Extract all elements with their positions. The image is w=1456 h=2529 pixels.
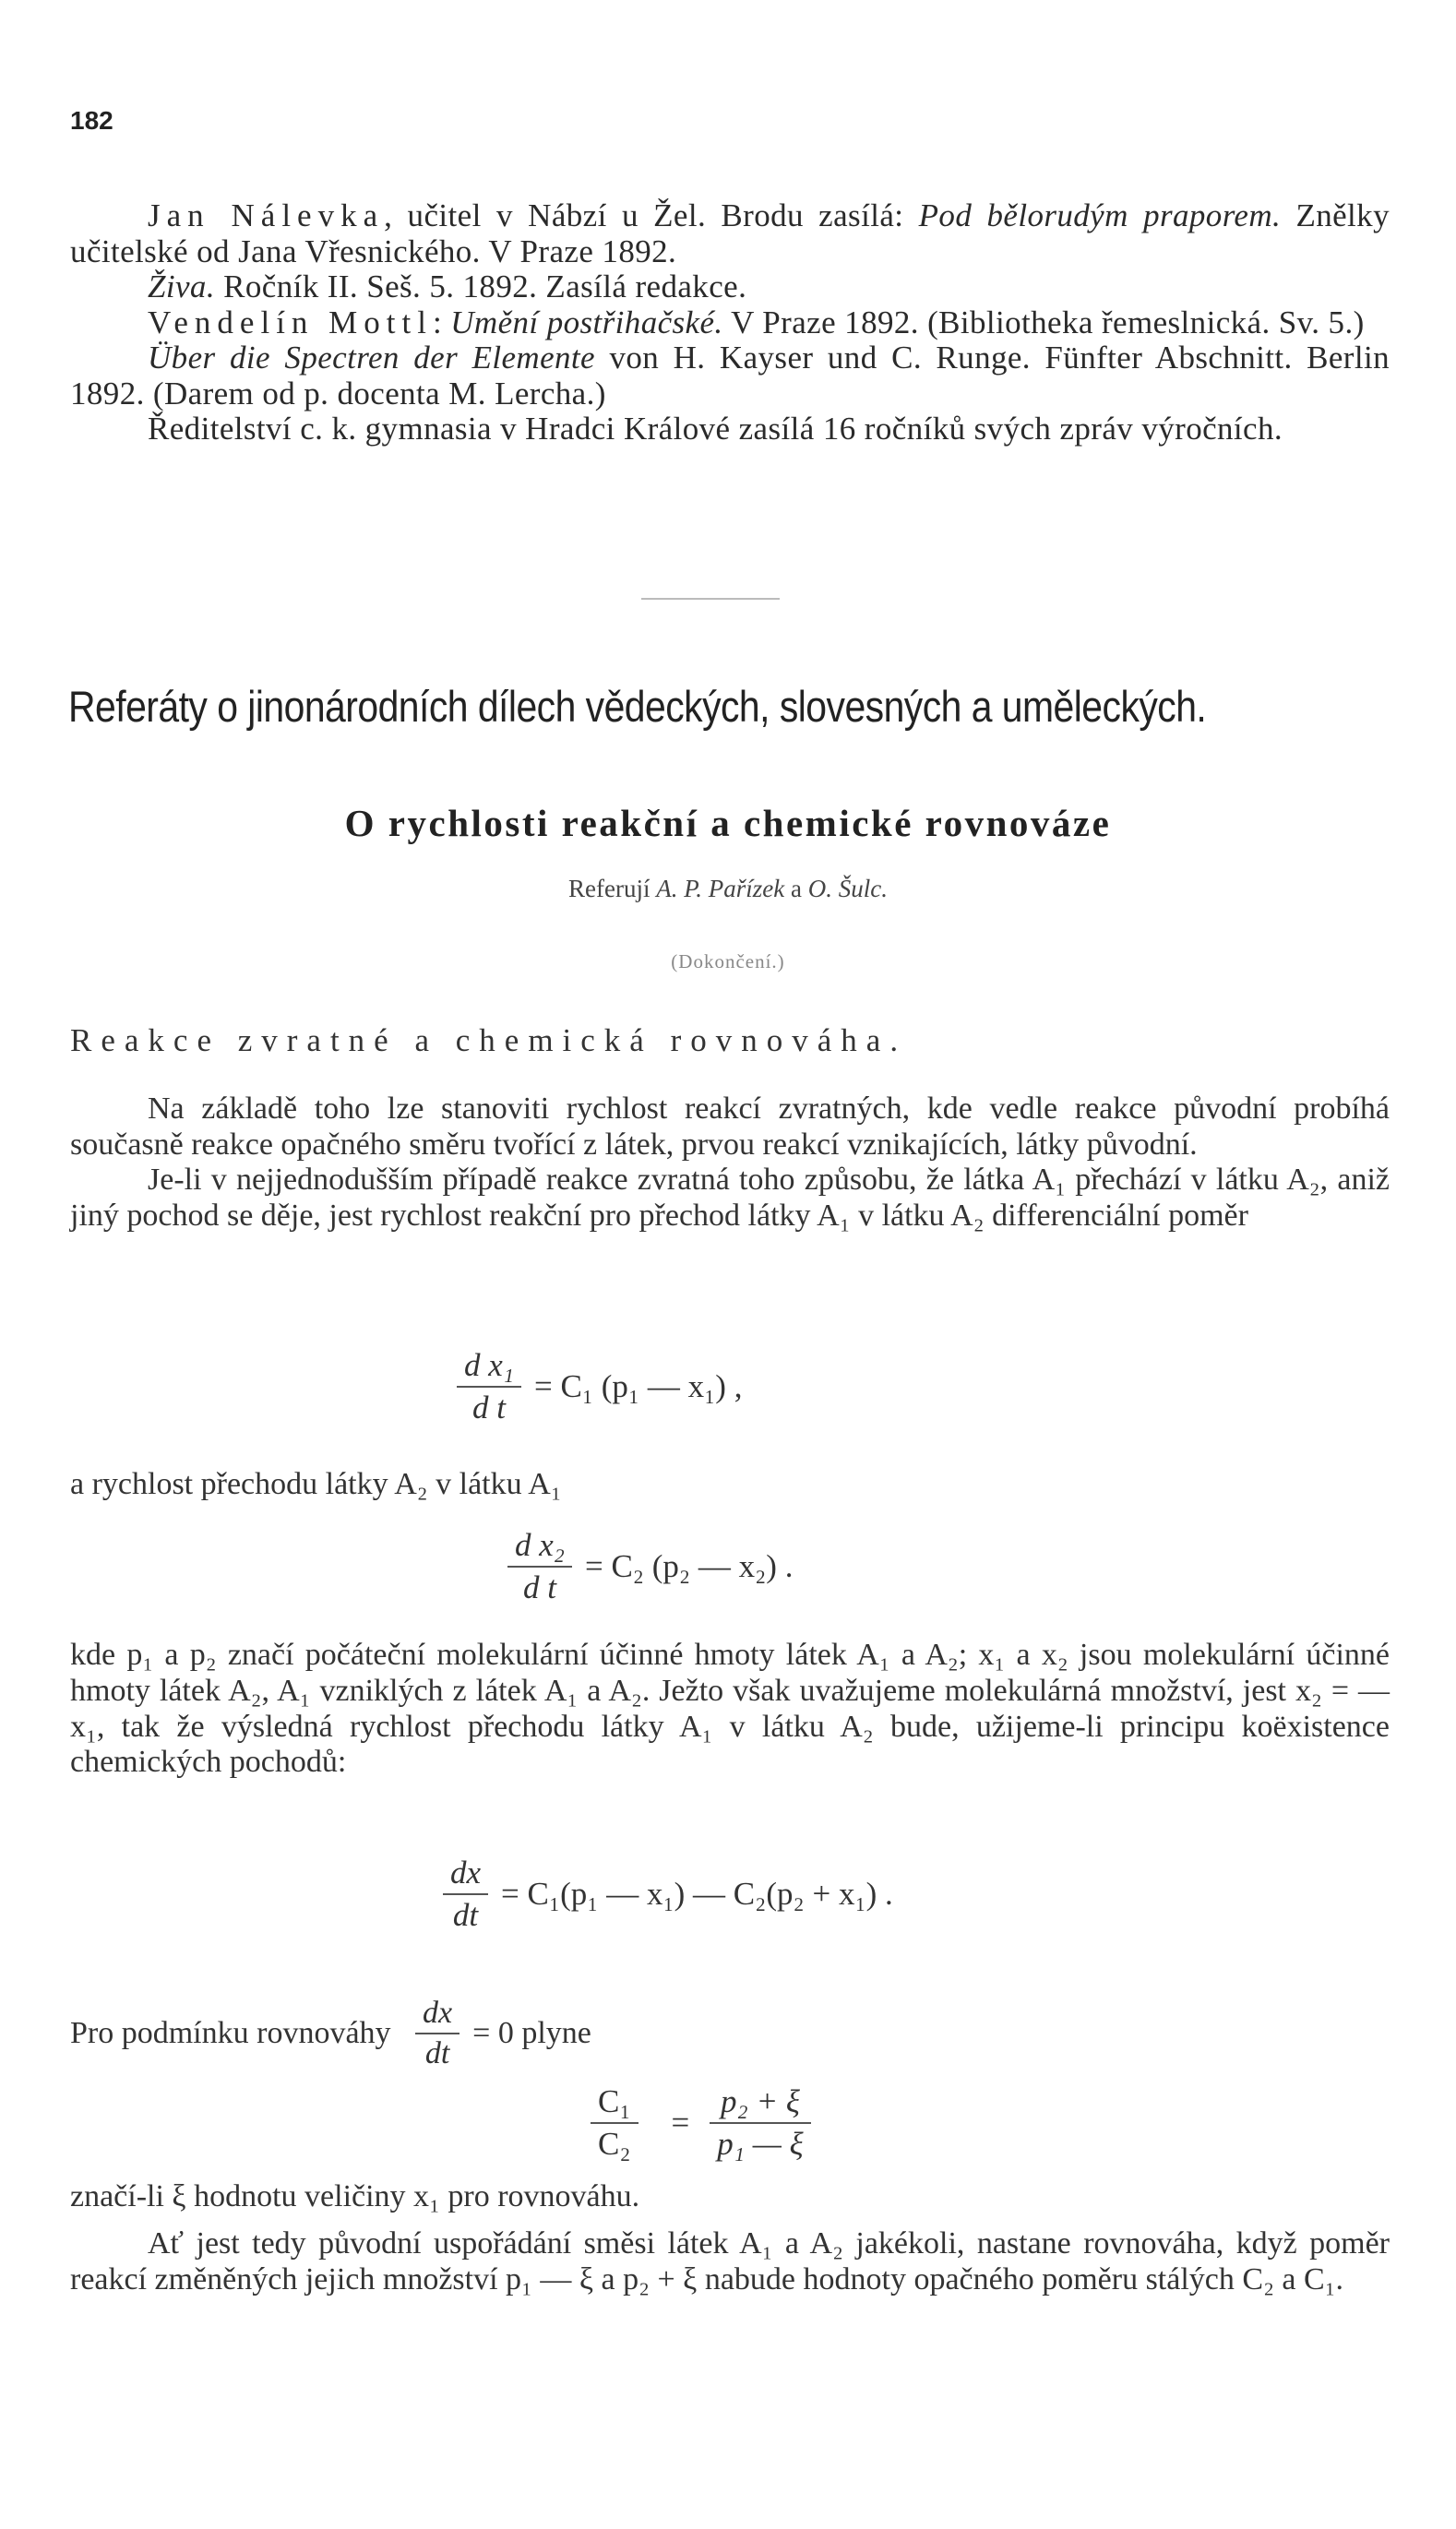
numerator: d x₂ [515, 1527, 565, 1563]
entry-details: von H. Kayser und C. Runge. Fünfter Abschnitt. Berlin 1892. (Darem od p. docenta M. Lercha.) [70, 340, 1390, 412]
entry-title: Živa. [148, 268, 215, 304]
entry-author: Jan Nálevka [148, 197, 385, 233]
continuation-note: (Dokončení.) [671, 950, 785, 972]
entry-text: , učitel v Nábzí u Žel. Brodu zasílá: [384, 197, 919, 233]
equation-rhs: = C₂ (p₂ — x₂) . [584, 1548, 794, 1584]
numerator: d x₁ [464, 1347, 514, 1383]
authors-prefix: Referují [568, 875, 650, 902]
fraction [457, 1347, 521, 1426]
fraction [507, 1527, 572, 1606]
entry-spectren [70, 340, 1390, 412]
entry-details: Ročník II. Seš. 5. 1892. Zasílá redakce. [214, 268, 747, 304]
entry-title: Umění postřihačské. [450, 304, 723, 340]
numerator: C₁ [598, 2083, 631, 2119]
fraction [591, 2083, 638, 2163]
equation-rhs: = C₁(p₁ — x₁) — C₂(p₂ + x₁) . [501, 1876, 893, 1912]
condition-prefix: Pro podmínku rovnováhy [70, 2016, 391, 2050]
fraction [443, 1855, 488, 1934]
page-number: 182 [70, 106, 113, 135]
equation-4 [591, 2083, 824, 2163]
equals-sign: = [671, 2105, 690, 2141]
article-body-definitions [70, 1638, 1390, 1781]
entry-ziva [70, 269, 1390, 305]
condition-suffix: = 0 plyne [472, 2016, 591, 2050]
text-line: značí-li ξ hodnotu veličiny x₁ pro rovnováhu. [70, 2179, 640, 2213]
equation-3 [443, 1855, 893, 1934]
denominator: dt [443, 1893, 488, 1934]
equation-2 [507, 1527, 793, 1606]
equation-rhs: = C₁ (p₁ — x₁) , [533, 1368, 743, 1404]
author-2: O. Šulc. [807, 875, 888, 902]
subsection-heading: Reakce zvratné a chemická rovnováha. [70, 1022, 908, 1058]
entry-details: Znělky učitelské od Jana Vřesnického. V Praze 1892. [70, 197, 1390, 269]
denominator: dt [415, 2033, 459, 2071]
entry-details: V Praze 1892. (Bibliotheka řemeslnická. Sv. 5.) [722, 304, 1365, 340]
equation-1 [457, 1347, 742, 1426]
entry-details: Ředitelství c. k. gymnasia v Hradci Králové zasílá 16 ročníků svých zpráv výročních. [148, 411, 1283, 447]
entry-nalevka [70, 198, 1390, 269]
author-1: A. P. Pařízek [656, 875, 785, 902]
text-line: a rychlost přechodu látky A₂ v látku A₁ [70, 1467, 562, 1501]
section-divider [641, 598, 780, 600]
entry-mottl [70, 305, 1390, 341]
entry-gymnasium [70, 412, 1390, 447]
paragraph: Na základě toho lze stanoviti rychlost reakcí zvratných, kde vedle reakce původní probíhá současně reakce opačného směru tvořící z látek, prvou reakcí vznikajících, látky původní. [70, 1092, 1390, 1162]
numerator: dx [423, 1996, 453, 2030]
fraction [415, 1996, 459, 2071]
denominator: C₂ [591, 2122, 638, 2163]
authors-and: a [790, 875, 802, 902]
article-authors [0, 875, 1456, 903]
entry-title: Pod bělorudým praporem. [918, 197, 1282, 233]
paragraph: kde p₁ a p₂ značí počáteční molekulární účinné hmoty látek A₁ a A₂; x₁ a x₂ jsou molekulární účinné hmoty látek A₂, A₁ vzniklých z látek A₁ a A₂. Ježto však uvažujeme molekulárná množství, jest x₂ = — x₁, tak že výsledná rychlost přechodu látky A₁ v látku A₂ bude, užijeme-li principu koëxistence chemických pochodů: [70, 1638, 1390, 1780]
article-title: O rychlosti reakční a chemické rovnováze [344, 802, 1112, 844]
denominator: d t [507, 1566, 572, 1606]
paragraph: Je-li v nejjednodušším případě reakce zvratná toho způsobu, že látka A₁ přechází v látku A₂, aniž jiný pochod se děje, jest rychlost reakční pro přechod látky A₁ v látku A₂ differenciální poměr [70, 1163, 1390, 1233]
condition-text [70, 1996, 591, 2071]
section-heading: Referáty o jinonárodních dílech vědeckých, slovesných a uměleckých. [68, 682, 1207, 731]
denominator: d t [457, 1386, 521, 1426]
article-body-intro [70, 1092, 1390, 1234]
paragraph: Ať jest tedy původní uspořádání směsi látek A₁ a A₂ jakékoli, nastane rovnováha, když poměr reakcí změněných jejich množství p₁ — ξ a p₂ + ξ nabude hodnoty opačného poměru stálých C₂ a C₁. [70, 2226, 1390, 2296]
entry-title: Über die Spectren der Elemente [148, 340, 595, 376]
numerator: dx [450, 1855, 482, 1891]
denominator: p₁ — ξ [710, 2122, 810, 2163]
article-body-conclusion [70, 2226, 1390, 2298]
entry-text: : [432, 304, 451, 340]
numerator: p₂ + ξ [721, 2083, 800, 2119]
entry-author: Vendelín Mottl [148, 304, 433, 340]
fraction [710, 2083, 810, 2163]
received-publications-list [70, 198, 1390, 447]
